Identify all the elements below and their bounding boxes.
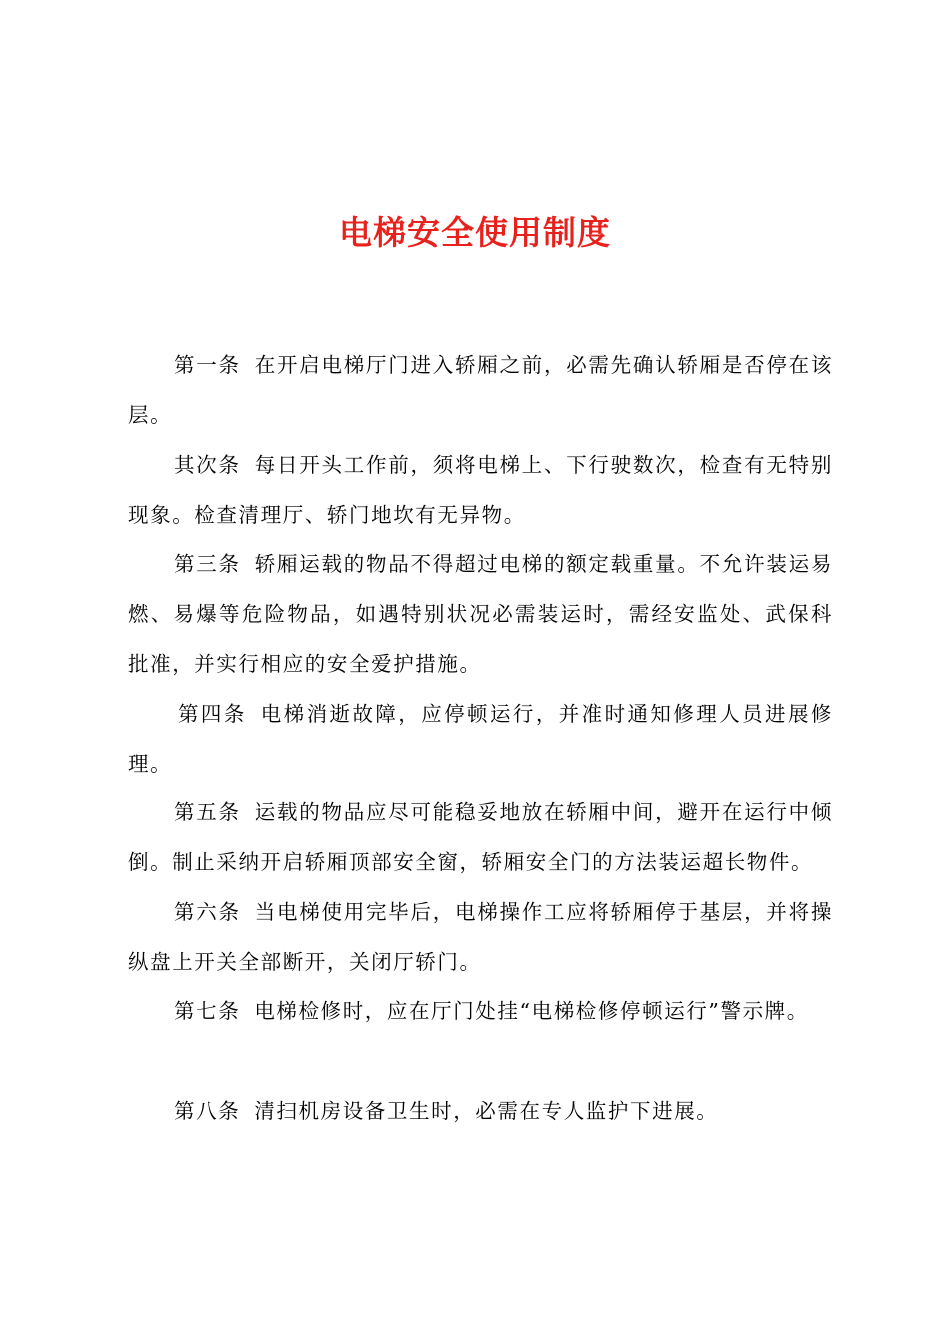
article-8 xyxy=(128,1086,833,1136)
article-5 xyxy=(128,787,833,887)
article-3 xyxy=(128,539,833,689)
article-text: 运载的物品应尽可能稳妥地放在轿厢中间，避开在运行中倾倒。制止采纳开启轿厢顶部安全窗，轿厢安全门的方法装运超长物件。 xyxy=(128,800,833,874)
article-number: 第八条 xyxy=(174,1099,241,1123)
article-number: 第四条 xyxy=(178,702,247,726)
article-2 xyxy=(128,440,833,540)
article-number: 其次条 xyxy=(174,453,241,477)
article-text: 轿厢运载的物品不得超过电梯的额定载重量。不允许装运易燃、易爆等危险物品，如遇特别状况必需装运时，需经安监处、武保科批准，并实行相应的安全爱护措施。 xyxy=(128,552,833,676)
article-1 xyxy=(128,340,833,440)
document-title: 电梯安全使用制度 xyxy=(339,213,611,252)
article-4 xyxy=(128,689,833,789)
article-text: 电梯消逝故障，应停顿运行，并准时通知修理人员进展修理。 xyxy=(128,702,833,776)
article-number: 第七条 xyxy=(174,999,241,1023)
article-number: 第六条 xyxy=(174,900,241,924)
article-text: 清扫机房设备卫生时，必需在专人监护下进展。 xyxy=(254,1099,719,1123)
article-text: 当电梯使用完毕后，电梯操作工应将轿厢停于基层，并将操纵盘上开关全部断开，关闭厅轿门。 xyxy=(128,900,833,974)
article-7 xyxy=(128,986,833,1036)
article-text: 每日开头工作前，须将电梯上、下行驶数次，检查有无特别现象。检查清理厅、轿门地坎有无异物。 xyxy=(128,453,833,527)
article-number: 第三条 xyxy=(174,552,241,576)
article-number: 第五条 xyxy=(174,800,241,824)
article-text: 电梯检修时，应在厅门处挂“电梯检修停顿运行”警示牌。 xyxy=(254,999,809,1023)
article-number: 第一条 xyxy=(174,353,241,377)
article-text: 在开启电梯厅门进入轿厢之前，必需先确认轿厢是否停在该层。 xyxy=(128,353,833,427)
article-6 xyxy=(128,887,833,987)
